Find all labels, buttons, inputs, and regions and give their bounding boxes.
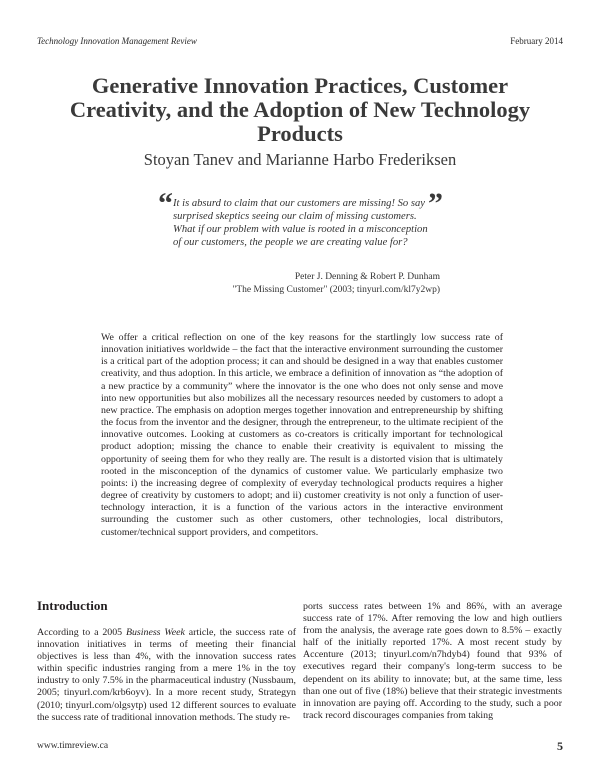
epigraph-source: "The Missing Customer" (2003; tinyurl.com/kl7y2wp) bbox=[232, 285, 440, 295]
body-column-2: ports success rates between 1% and 86%, with an average success rate of 17%. After removing the low and high outliers from the analysis, the average rate goes down to 8.5% – exactly half of the initially reported 17%. A most recent study by Accenture (2013; tinyurl.com/n7hdyb4) found that 93% of executives regard their company's long-term success to be dependent on its ability to innovate; but, at the same time, less than one out of five (18%) believe that their strategic investments in innovation are paying off. According to the study, such a poor track record discourages companies from taking bbox=[303, 601, 562, 721]
body-column-1 bbox=[37, 627, 296, 724]
page-number: 5 bbox=[557, 739, 563, 753]
epigraph-attribution: Peter J. Denning & Robert P. Dunham bbox=[294, 272, 440, 282]
journal-name: Technology Innovation Management Review bbox=[37, 36, 197, 46]
abstract: We offer a critical reflection on one of the key reasons for the startlingly low success rate of innovation initiatives worldwide – the fact that the interactive environment surrounding the customer is a critical part of the adoption process; it can and should be designed in a way that enables customer creativity, and thus adoption. In this article, we embrace a definition of innovation as “the adoption of a new practice by a community” where the innovator is the one who does not only sense and move into new opportunities but also mobilizes all the necessary resources needed by customers to adopt a new practice. The emphasis on adoption merges together innovation and entrepreneurship by shifting the focus from the inventor and the designer, through the entrepreneur, to the ultimate recipient of the innovative outcomes. Looking at customers as co-creators is critically important for technological product adoption; missing the chance to enable their creativity is equivalent to missing the opportunity of seeing them for who they really are. The result is a distorted vision that is ultimately rooted in the misconception of the dynamics of customer value. We particularly emphasize two points: i) the increasing degree of complexity of everyday technological products requires a higher degree of creativity by customers to adopt; and ii) customer creativity is not only a function of user-technology interaction, it is a function of the various actors in the interactive environment surrounding the customer such as other customers, other technologies, local distributors, customer/technical support providers, and competitors. bbox=[101, 332, 503, 538]
epigraph-quote: It is absurd to claim that our customers are missing! So say surprised skeptics seeing our claim of missing customers. What if our problem with value is rooted in a misconception of our customers, the people we are creating value for? bbox=[173, 198, 428, 248]
footer-url[interactable]: www.timreview.ca bbox=[37, 741, 109, 751]
body-text: article, the success rate of innovation initiatives in terms of meeting their financial objectives is less than 4%, with the innovation success rates within specific industries ranging from a mere 1% in the toy industry to only 7.5% in the pharmaceutical industry (Nussbaum, 2005; tinyurl.com/krb6oyv). In a more recent study, Strategyn (2010; tinyurl.com/olgsytp) used 12 different sources to evaluate the success rate of traditional innovation methods. The study re- bbox=[37, 627, 297, 723]
issue-date: February 2014 bbox=[510, 36, 563, 46]
epigraph-citation bbox=[232, 271, 440, 297]
open-quote-mark: “ bbox=[158, 187, 173, 220]
article-authors: Stoyan Tanev and Marianne Harbo Frederiksen bbox=[143, 150, 457, 169]
publication-name: Business Week bbox=[125, 627, 185, 638]
close-quote-mark: ” bbox=[428, 187, 443, 220]
article-title: Generative Innovation Practices, Customer Creativity, and the Adoption of New Technology Products bbox=[69, 73, 531, 146]
body-text: According to a 2005 bbox=[37, 627, 126, 638]
section-heading: Introduction bbox=[37, 598, 108, 613]
